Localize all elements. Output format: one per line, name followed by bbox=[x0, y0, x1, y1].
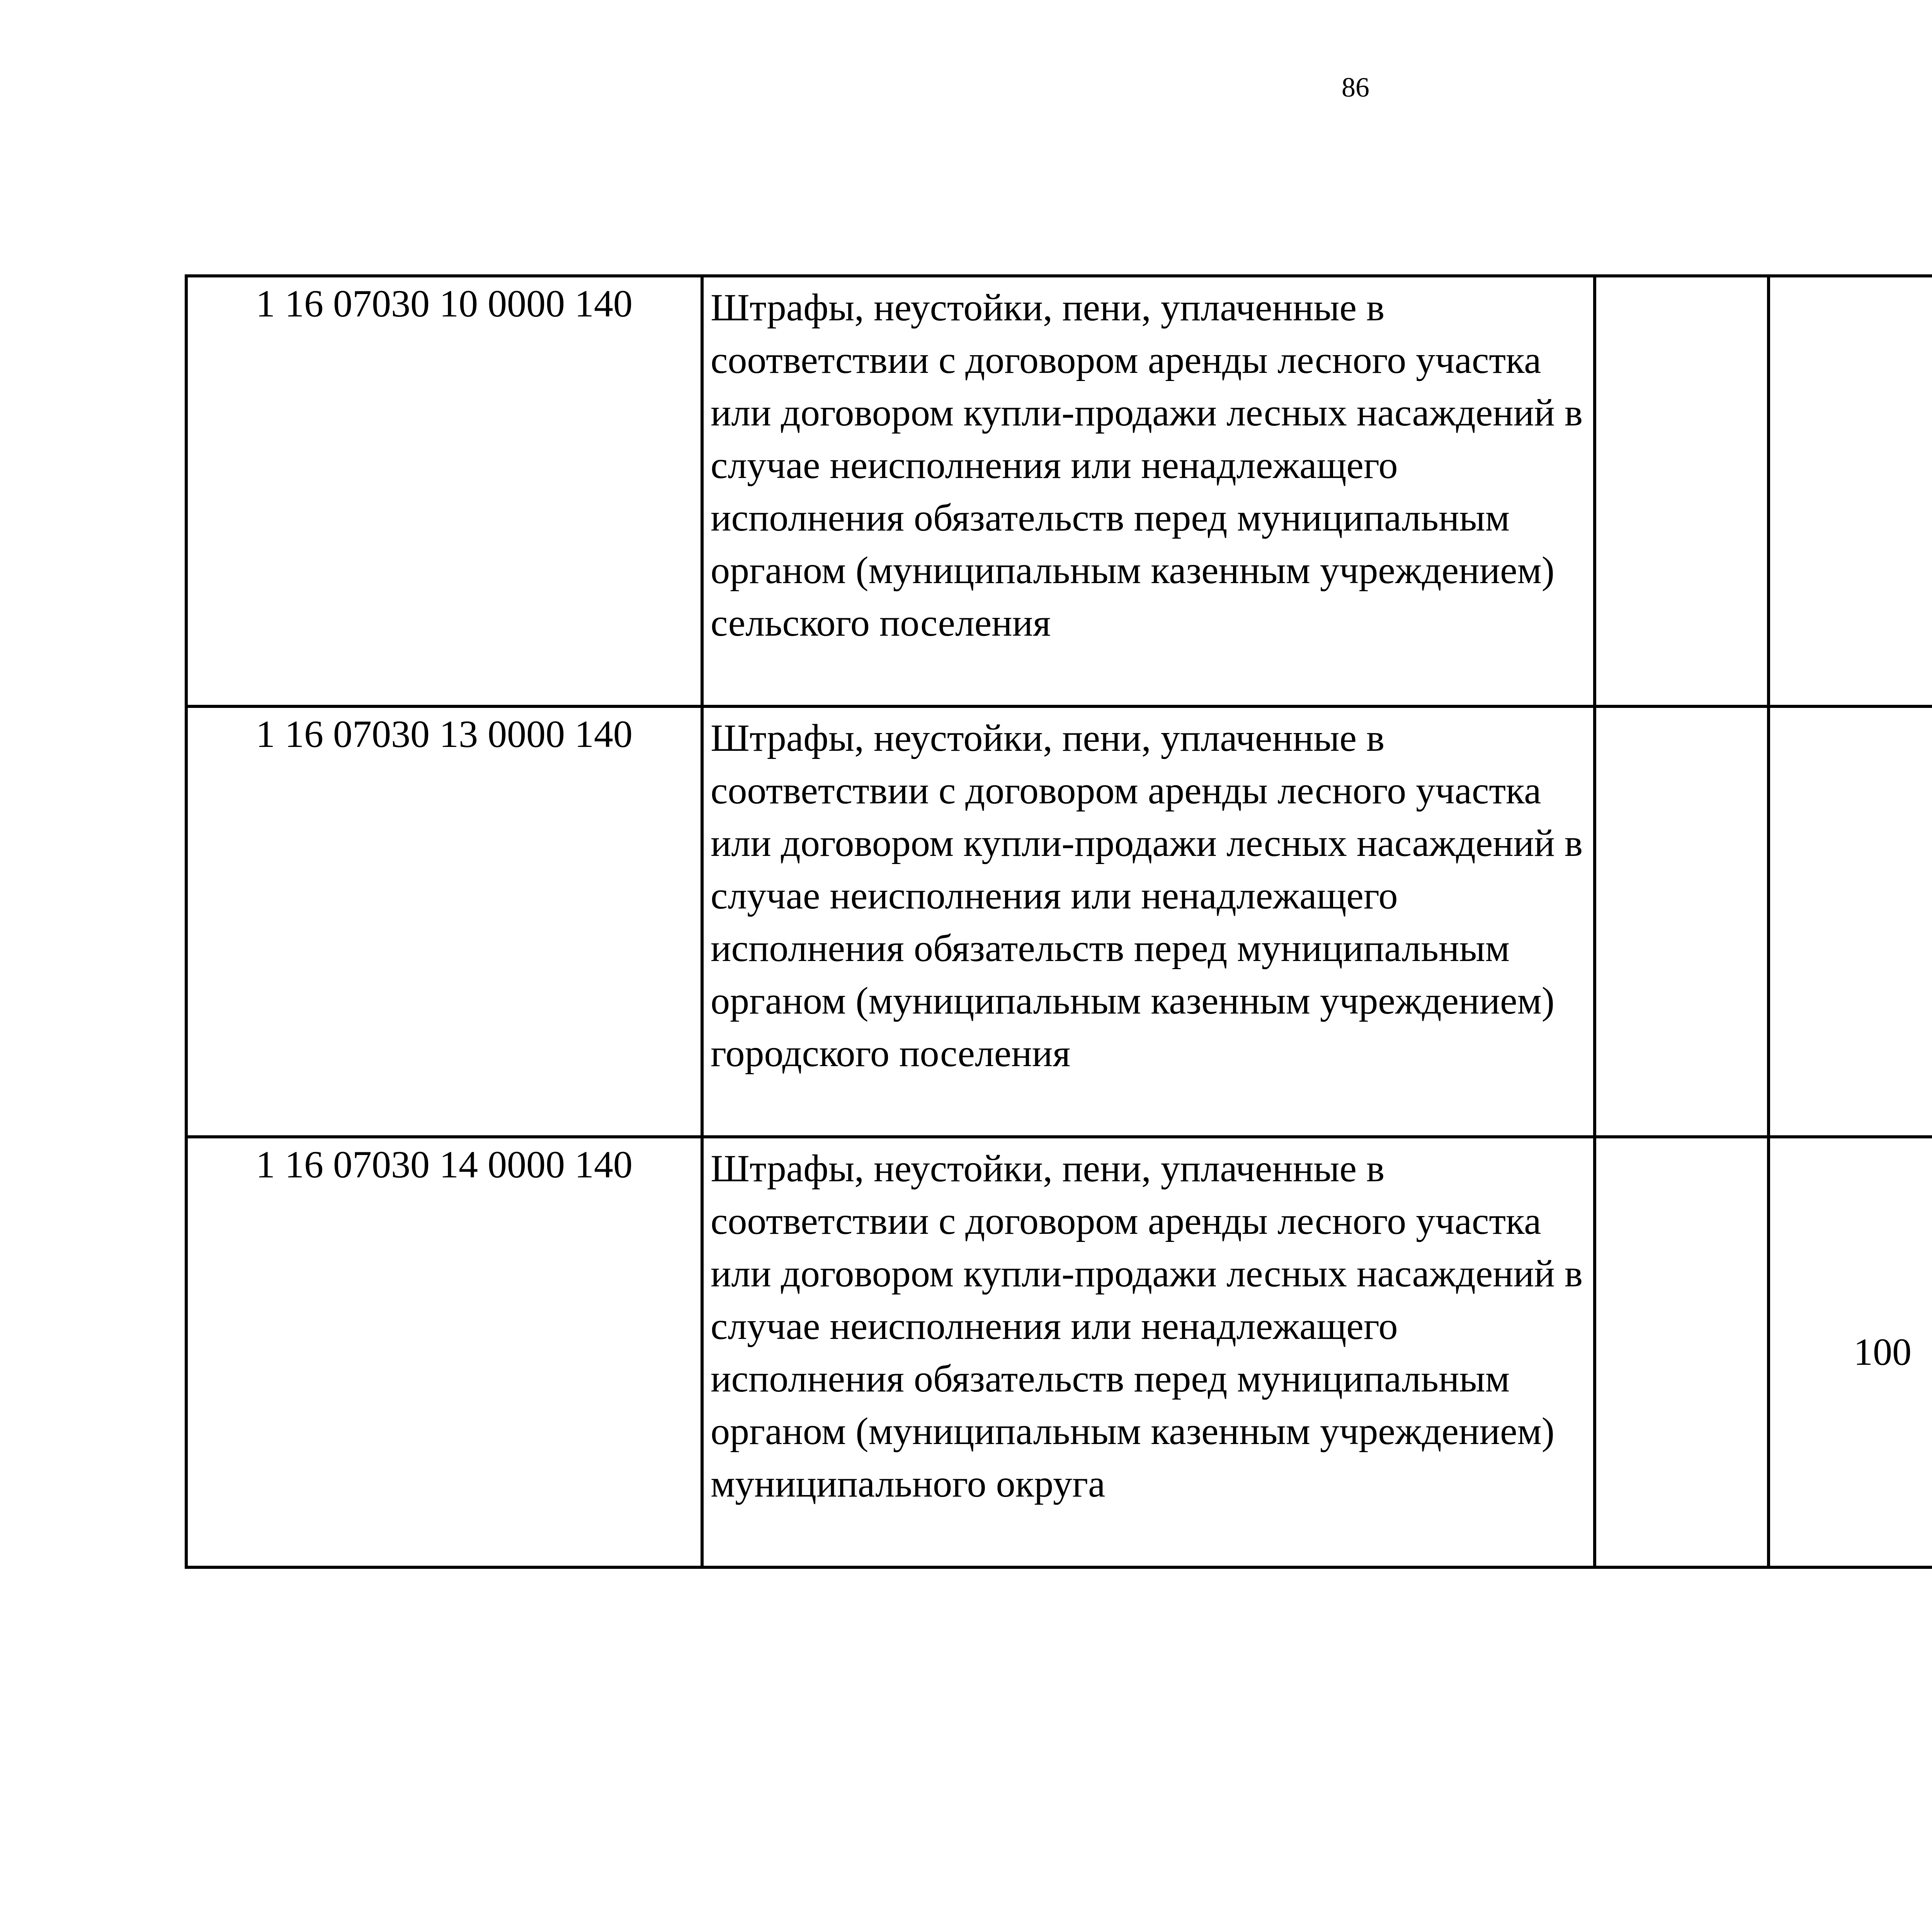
value-cell-1 bbox=[1595, 706, 1769, 1137]
description-cell: Штрафы, неустойки, пени, уплаченные в соответствии с договором аренды лесного участка или договором купли-продажи лесных насаждений в случае неисполнения или ненадлежащего исполнения обязательств перед муниципальным органом (муниципальным казенным учреждением) городского поселения bbox=[702, 706, 1595, 1137]
table-row bbox=[186, 706, 1932, 1137]
table-row bbox=[186, 276, 1932, 706]
value-cell-2 bbox=[1769, 276, 1932, 706]
budget-code-cell: 1 16 07030 13 0000 140 bbox=[186, 706, 702, 1137]
budget-code-cell: 1 16 07030 14 0000 140 bbox=[186, 1137, 702, 1567]
description-cell: Штрафы, неустойки, пени, уплаченные в соответствии с договором аренды лесного участка или договором купли-продажи лесных насаждений в случае неисполнения или ненадлежащего исполнения обязательств перед муниципальным органом (муниципальным казенным учреждением) муниципального округа bbox=[702, 1137, 1595, 1567]
table-row bbox=[186, 1137, 1932, 1567]
value-cell-1 bbox=[1595, 276, 1769, 706]
page-number: 86 bbox=[1342, 72, 1369, 103]
value-cell-2 bbox=[1769, 706, 1932, 1137]
description-cell: Штрафы, неустойки, пени, уплаченные в соответствии с договором аренды лесного участка или договором купли-продажи лесных насаждений в случае неисполнения или ненадлежащего исполнения обязательств перед муниципальным органом (муниципальным казенным учреждением) сельского поселения bbox=[702, 276, 1595, 706]
revenue-distribution-table bbox=[185, 274, 1932, 1569]
budget-code-cell: 1 16 07030 10 0000 140 bbox=[186, 276, 702, 706]
value-cell-1 bbox=[1595, 1137, 1769, 1567]
value-cell-2: 100 bbox=[1769, 1137, 1932, 1567]
